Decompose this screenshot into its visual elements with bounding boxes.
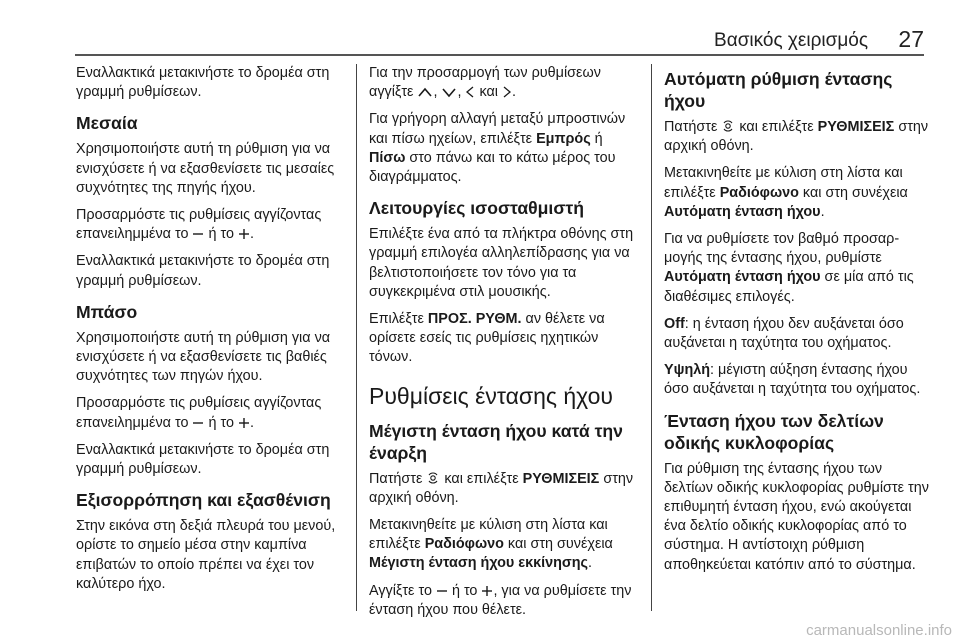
paragraph	[369, 470, 634, 508]
plus-icon	[481, 585, 493, 597]
term-auto-volume: Αυτόματη ένταση ήχου	[664, 203, 821, 220]
text: και	[475, 84, 502, 101]
text: Για την προσαρμογή των ρυθμίσεων αγγίξτε	[369, 65, 601, 101]
minus-icon	[192, 228, 204, 240]
text: ή το	[204, 226, 238, 243]
column-divider	[356, 64, 357, 611]
paragraph	[664, 361, 929, 399]
minus-icon	[192, 417, 204, 429]
section-title-volume: Ρυθμίσεις έντασης ήχου	[369, 382, 613, 409]
paragraph	[664, 230, 929, 307]
term-off: Off	[664, 315, 685, 332]
term-high: Υψηλή	[664, 362, 711, 379]
paragraph	[369, 110, 634, 187]
term-settings: ΡΥΘΜΙΣΕΙΣ	[522, 470, 600, 487]
text: Επιλέξτε	[369, 311, 428, 328]
term-front: Εμπρός	[536, 130, 591, 147]
paragraph	[664, 164, 929, 222]
paragraph: Χρησιμοποιήστε αυτή τη ρύθμιση για να ενισχύσετε ή να εξασθενίσετε τις βαθιές συχνότητες των πηγών ήχου.	[76, 329, 331, 385]
chevron-left-icon	[465, 86, 475, 98]
text: : μέγιστη αύξηση έντασης ήχου όσο αυξάνεται η ταχύτητα του οχήματος.	[664, 362, 921, 398]
heading-mid: Μεσαία	[76, 113, 138, 134]
paragraph: Στην εικόνα στη δεξιά πλευρά του μενού, ορίστε το σημείο μέσα στην καμπίνα επιβατών το οποίο πρέπει να έχει τον καλύτερο ήχο.	[76, 518, 336, 592]
chevron-up-icon	[417, 86, 433, 98]
text: αν θέλετε να ορίσετε εσείς τις ρυθμίσεις ηχητικών τόνων.	[369, 311, 605, 366]
paragraph	[369, 64, 634, 102]
paragraph	[76, 206, 346, 244]
text: ή το	[204, 414, 238, 431]
heading-max-volume: Μέγιστη ένταση ήχου κατά την έναρξη	[369, 420, 623, 463]
heading-bass: Μπάσο	[76, 301, 138, 322]
minus-icon	[436, 585, 448, 597]
column-middle	[369, 64, 634, 628]
column-divider	[651, 64, 652, 611]
text: .	[820, 203, 825, 220]
text: Προσαρμόστε τις ρυθμίσεις αγγίζοντας επανειλημμένα το	[76, 207, 322, 243]
text: και επιλέξτε	[440, 470, 523, 487]
text: και στη συνέχεια	[798, 184, 908, 201]
text: .	[588, 555, 593, 572]
heading-auto-volume: Αυτόματη ρύθμιση έντασης ήχου	[664, 69, 893, 111]
text: Για να ρυθμίσετε τον βαθμό προσαρμογής της έντασης ήχου, ρυθμίστε	[664, 231, 900, 267]
plus-icon	[238, 228, 250, 240]
paragraph	[369, 310, 634, 368]
column-right	[664, 64, 929, 583]
home-icon	[721, 119, 735, 133]
paragraph: Χρησιμοποιήστε αυτή τη ρύθμιση για να ενισχύσετε ή να εξασθενίσετε τις μεσαίες συχνότητες της πηγής ήχου.	[76, 141, 335, 196]
term-radio: Ραδιόφωνο	[719, 184, 799, 201]
paragraph	[664, 118, 929, 156]
text: .	[249, 414, 254, 431]
text: Μετακινηθείτε με κύλιση στη λίστα και επιλέξτε	[369, 517, 608, 553]
paragraph	[369, 516, 634, 574]
paragraph	[76, 394, 346, 432]
text: Προσαρμόστε τις ρυθμίσεις αγγίζοντας επανειλημμένα το	[76, 395, 322, 431]
text: Για γρήγορη αλλαγή μεταξύ μπροστινών και πίσω ηχείων, επιλέξτε	[369, 111, 626, 147]
text: ,	[457, 84, 466, 101]
text: Πατήστε	[369, 470, 427, 487]
chevron-right-icon	[502, 86, 512, 98]
header-title: Βασικός χειρισμός	[714, 30, 868, 51]
text: : η ένταση ήχου δεν αυξάνεται όσο αυξάνεται η ταχύτητα του οχήματος.	[664, 315, 904, 352]
header-rule	[75, 54, 924, 56]
home-icon	[426, 471, 440, 485]
text: Πατήστε	[664, 119, 722, 135]
term-settings: ΡΥΘΜΙΣΕΙΣ	[817, 119, 895, 135]
heading-equalizer: Λειτουργίες ισοσταθμιστή	[369, 198, 584, 219]
page-number: 27	[898, 26, 924, 52]
chevron-down-icon	[441, 86, 457, 98]
text: στην αρχική οθόνη.	[369, 470, 634, 506]
heading-traffic-volume: Ένταση ήχου των δελτίων οδικής κυκλοφορίας	[664, 410, 884, 453]
text: ή	[590, 130, 603, 147]
text: , για να ρυθμίσετε την ένταση ήχου που θέλετε.	[369, 582, 632, 618]
term-max-startup-volume: Μέγιστη ένταση ήχου εκκίνησης	[369, 555, 589, 572]
text: ,	[433, 84, 442, 101]
term-radio: Ραδιόφωνο	[424, 536, 504, 553]
paragraph: Εναλλακτικά μετακινήστε το δρομέα στη γραμμή ρυθμίσεων.	[76, 253, 330, 289]
paragraph: Εναλλακτικά μετακινήστε το δρομέα στη γραμμή ρυθμίσεων.	[76, 65, 330, 101]
watermark: carmanualsonline.info	[806, 622, 952, 639]
paragraph	[369, 582, 634, 620]
text: .	[512, 84, 516, 101]
term-auto-volume: Αυτόματη ένταση ήχου	[664, 269, 821, 286]
text: στο πάνω και το κάτω μέρος του διαγράμματος.	[369, 149, 616, 186]
text: Μετακινηθείτε με κύλιση στη λίστα και επιλέξτε	[664, 165, 903, 201]
text: Αγγίξτε το	[369, 582, 436, 599]
heading-balance-fade: Εξισορρόπηση και εξασθένιση	[76, 490, 331, 511]
text: ή το	[447, 582, 482, 599]
page-header	[75, 20, 924, 56]
column-left	[76, 64, 346, 602]
paragraph: Επιλέξτε ένα από τα πλήκτρα οθόνης στη γραμμή επιλογέα αλληλεπίδρασης για να βελτιστοποιήσετε τον τόνο για τα συγκεκριμένα στιλ μουσικής.	[369, 226, 634, 300]
text: και επιλέξτε	[735, 119, 818, 135]
paragraph: Εναλλακτικά μετακινήστε το δρομέα στη γραμμή ρυθμίσεων.	[76, 441, 330, 478]
plus-icon	[238, 417, 250, 429]
text: .	[249, 226, 254, 243]
text: σε μία από τις διαθέσιμες επιλογές.	[664, 269, 914, 305]
paragraph: Για ρύθμιση της έντασης ήχου των δελτίων οδικής κυκλοφορίας ρυθμίστε την επιθυμητή ένταση ήχου, ενώ ακούγεται ένα δελτίο οδικής κυκλοφορίας από το σύστημα. Η αντίστοιχη ρύθμιση αποθηκεύεται κατόπιν από το σύστημα.	[664, 460, 929, 573]
text: στην αρχική οθόνη.	[664, 119, 929, 155]
term-custom: ΠΡΟΣ. ΡΥΘΜ.	[427, 311, 522, 328]
paragraph	[664, 315, 929, 353]
term-back: Πίσω	[369, 149, 406, 166]
text: και στη συνέχεια	[503, 536, 613, 553]
